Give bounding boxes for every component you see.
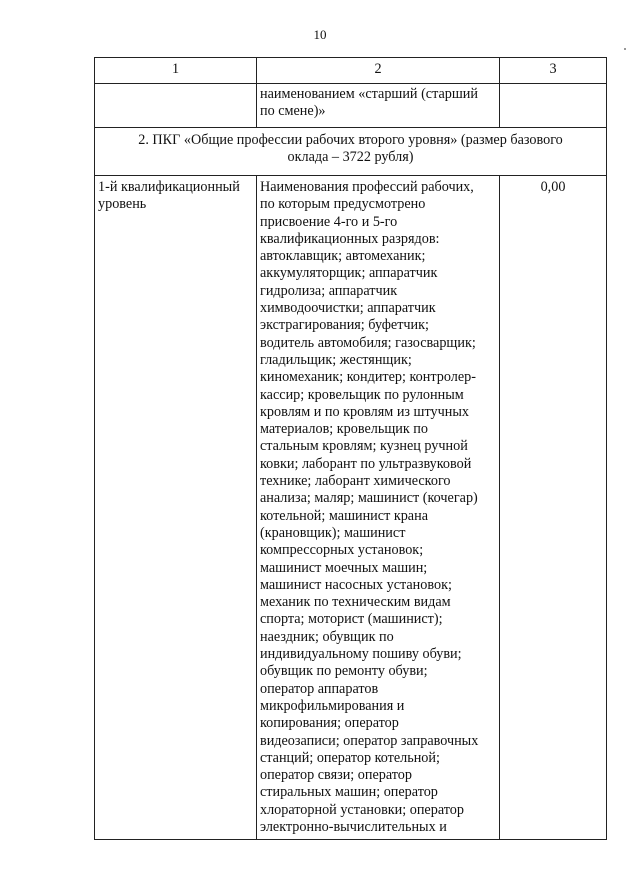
coefficient-value: 0,00 xyxy=(500,176,607,840)
column-header-1: 1 xyxy=(95,58,257,84)
page-number: 10 xyxy=(313,27,327,42)
continuation-row xyxy=(95,84,607,128)
profession-list: Наименования профессий рабочих, по которым предусмотрено присвоение 4-го и 5-го квалификационных разрядов: автоклавщик; автомеханик; аккумуляторщик; аппаратчик гидролиза; аппаратчик химводоочистки; аппаратчик экстрагирования; буфетчик; водитель автомобиля; газосварщик; гладильщик; жестянщик; киномеханик; кондитер; контролер- кассир; кровельщик по рулонным кровлям и по кровлям из штучных материалов; кровельщик по стальным кровлям; кузнец ручной ковки; лаборант по ультразвуковой технике; лаборант химического анализа; маляр; машинист (кочегар) котельной; машинист крана (крановщик); машинист компрессорных установок; машинист моечных машин; машинист насосных установок; механик по техническим видам спорта; моторист (машинист); наездник; обувщик по индивидуальному пошиву обуви; обувщик по ремонту обуви; оператор аппаратов микрофильмирования и копирования; оператор видеозаписи; оператор заправочных станций; оператор котельной; оператор связи; оператор стиральных машин; оператор хлораторной установки; оператор электронно-вычислительных и xyxy=(257,176,500,840)
continuation-col2: наименованием «старший (старший по смене)» xyxy=(257,84,500,128)
column-header-2: 2 xyxy=(257,58,500,84)
continuation-col1 xyxy=(95,84,257,128)
qualification-level: 1-й квалификационный уровень xyxy=(95,176,257,840)
section-row xyxy=(95,128,607,176)
column-header-3: 3 xyxy=(500,58,607,84)
table-header-row xyxy=(95,58,607,84)
section-title: 2. ПКГ «Общие профессии рабочих второго уровня» (размер базового оклада – 3722 рубля) xyxy=(95,128,607,176)
qualification-level-row xyxy=(95,176,607,840)
qualification-table xyxy=(94,57,607,840)
scan-speck xyxy=(624,48,626,50)
continuation-col3 xyxy=(500,84,607,128)
